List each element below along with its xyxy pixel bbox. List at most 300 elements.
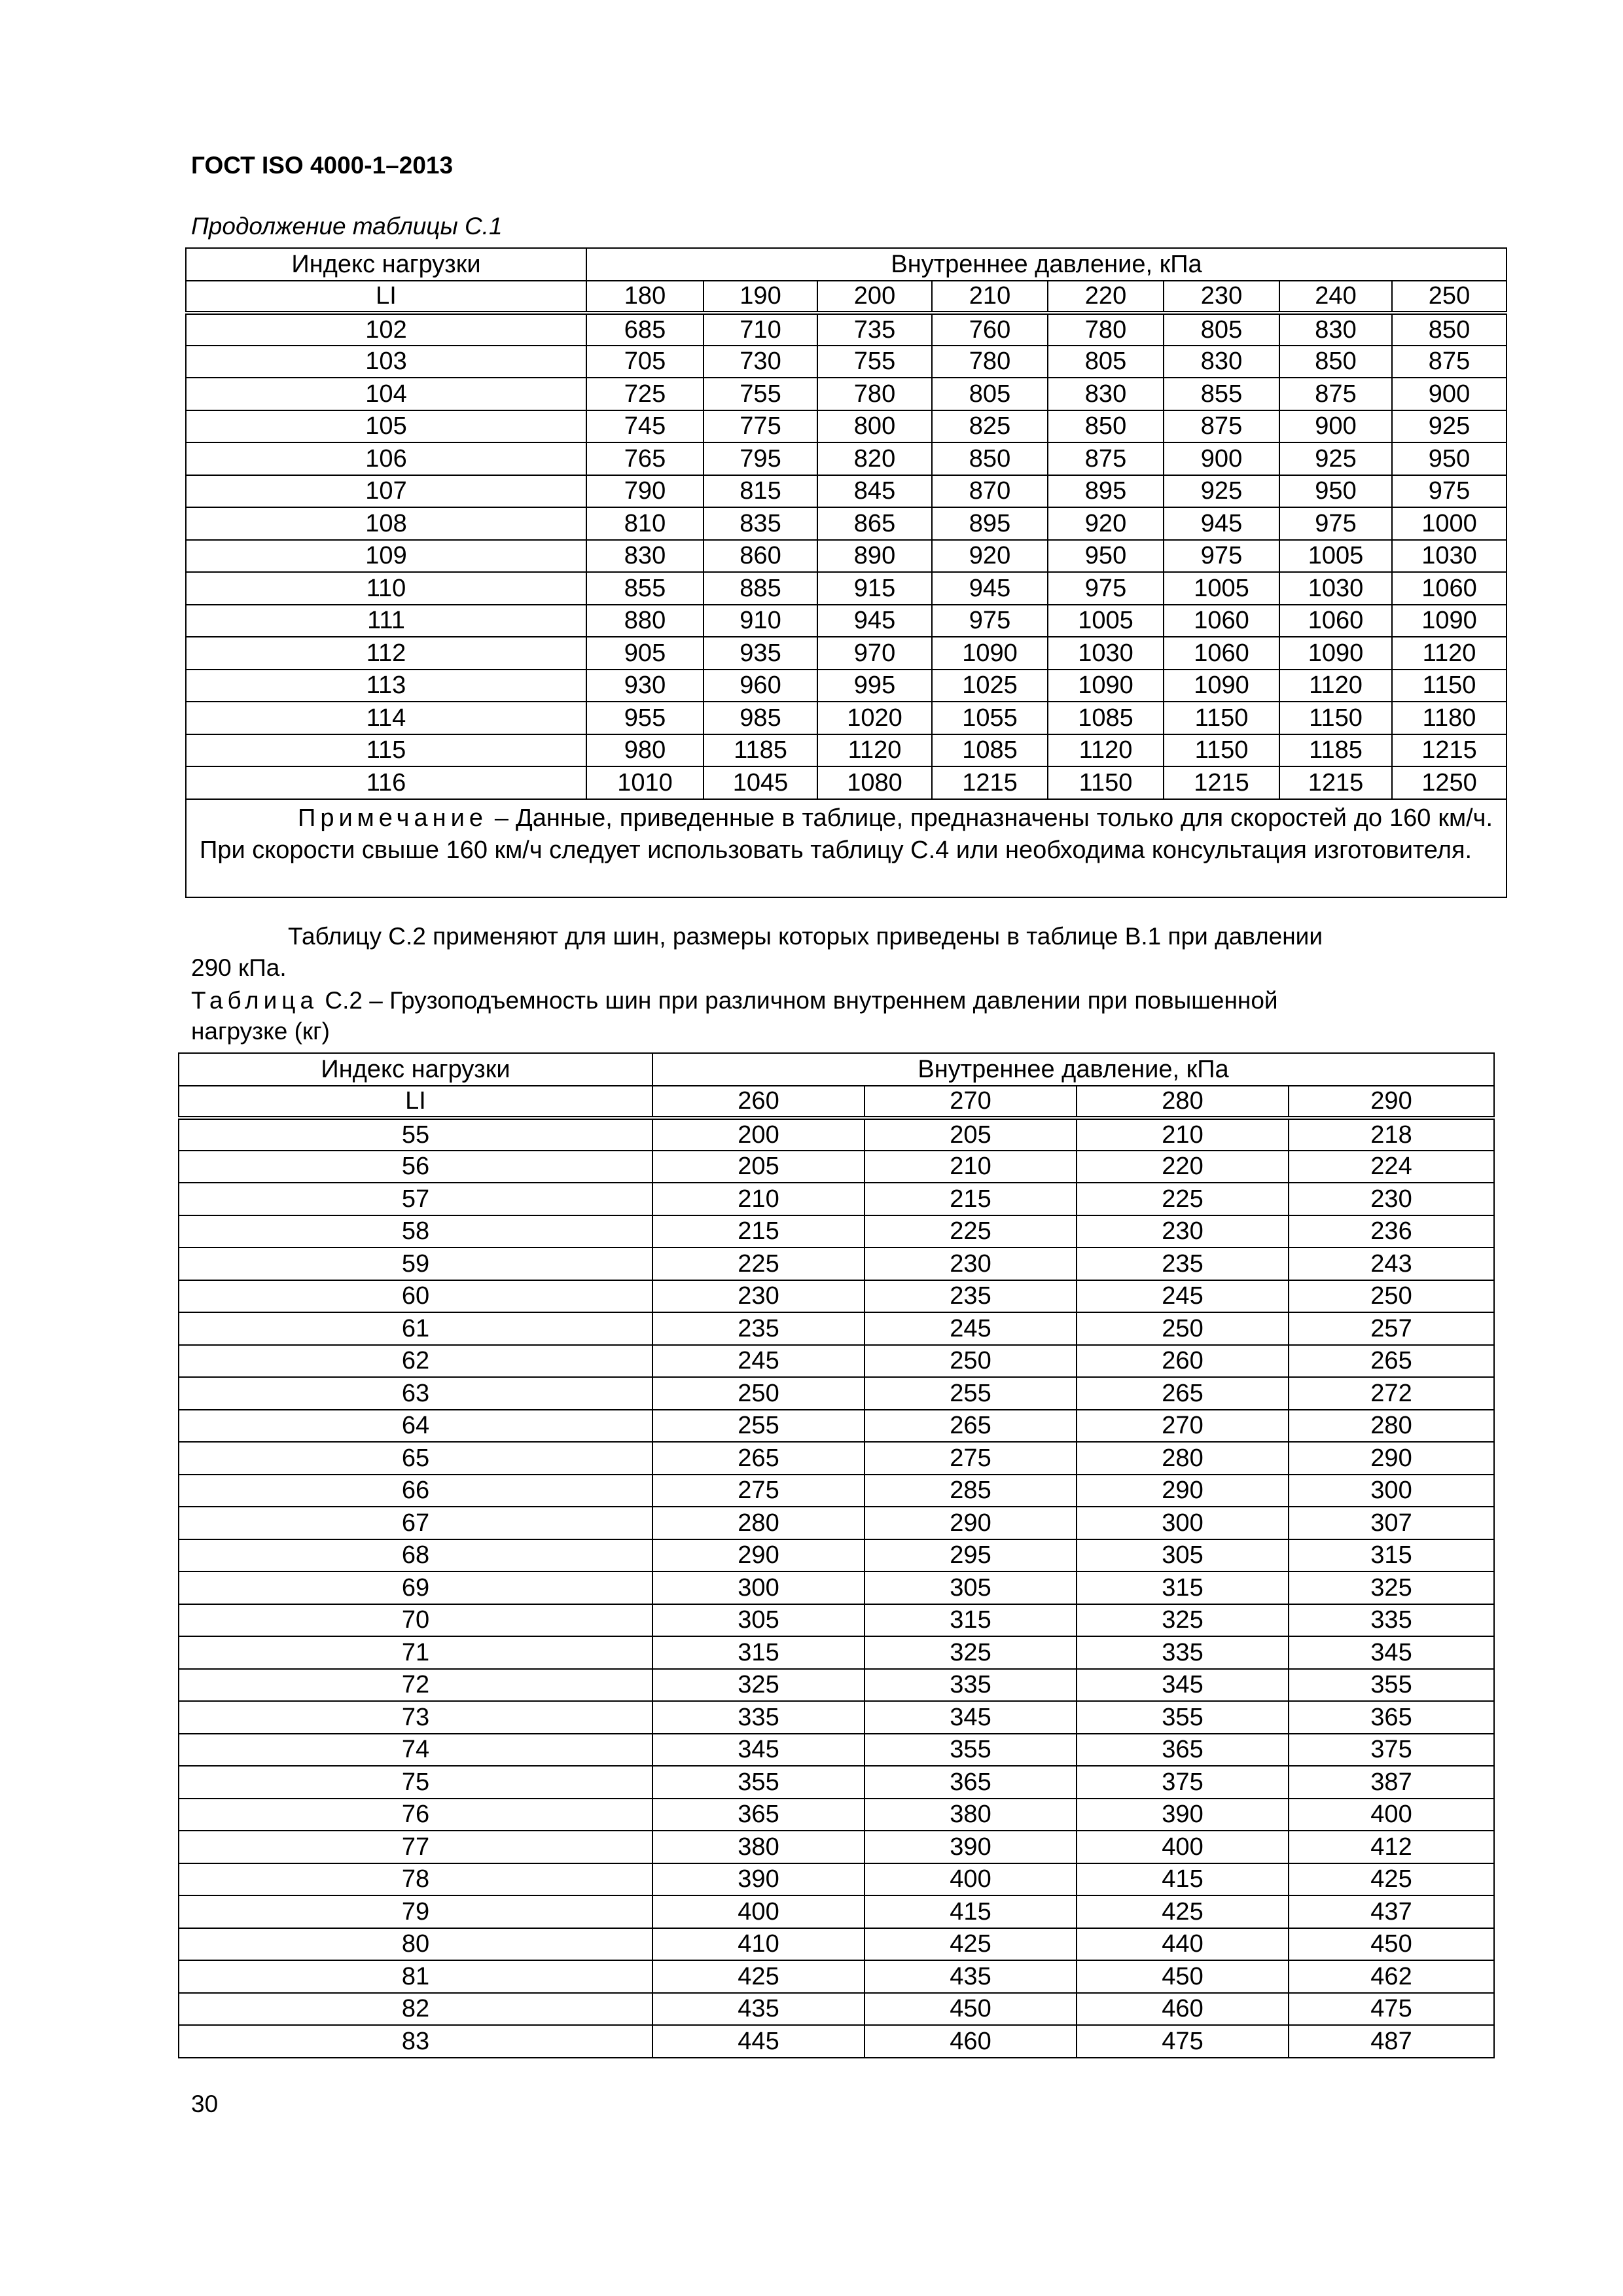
load-index-cell: 73	[179, 1701, 652, 1734]
load-capacity-cell: 425	[1077, 1895, 1289, 1928]
load-capacity-cell: 975	[1048, 572, 1164, 605]
table-row	[186, 410, 1507, 443]
load-capacity-cell: 345	[865, 1701, 1077, 1734]
load-capacity-cell: 1215	[1164, 766, 1279, 799]
load-capacity-cell: 850	[1048, 410, 1164, 443]
load-index-cell: 115	[186, 734, 586, 767]
load-capacity-cell: 730	[704, 346, 817, 378]
load-capacity-cell: 925	[1279, 442, 1392, 475]
table-row	[179, 1863, 1494, 1896]
load-capacity-cell: 210	[865, 1151, 1077, 1183]
load-capacity-cell: 307	[1289, 1507, 1494, 1539]
load-capacity-cell: 755	[704, 378, 817, 410]
load-capacity-cell: 305	[865, 1571, 1077, 1604]
table-row	[179, 1539, 1494, 1572]
load-capacity-cell: 950	[1279, 475, 1392, 508]
load-capacity-cell: 450	[1289, 1928, 1494, 1961]
load-capacity-cell: 920	[932, 540, 1048, 573]
load-capacity-cell: 875	[1392, 346, 1507, 378]
load-index-cell: 111	[186, 605, 586, 637]
load-capacity-cell: 365	[865, 1766, 1077, 1799]
load-capacity-cell: 1005	[1048, 605, 1164, 637]
table-row	[179, 1410, 1494, 1443]
load-capacity-cell: 1090	[932, 637, 1048, 670]
load-capacity-cell: 855	[1164, 378, 1279, 410]
load-capacity-cell: 850	[932, 442, 1048, 475]
load-capacity-cell: 365	[652, 1799, 865, 1831]
table-row	[179, 1475, 1494, 1507]
load-capacity-cell: 1120	[1279, 670, 1392, 702]
load-capacity-cell: 945	[817, 605, 932, 637]
table-c2-li-header: LI	[179, 1086, 652, 1119]
load-index-cell: 109	[186, 540, 586, 573]
load-index-cell: 69	[179, 1571, 652, 1604]
load-capacity-cell: 870	[932, 475, 1048, 508]
load-capacity-cell: 365	[1289, 1701, 1494, 1734]
load-capacity-cell: 1030	[1392, 540, 1507, 573]
load-capacity-cell: 960	[704, 670, 817, 702]
load-capacity-cell: 845	[817, 475, 932, 508]
load-capacity-cell: 487	[1289, 2025, 1494, 2058]
load-capacity-cell: 390	[865, 1831, 1077, 1863]
load-capacity-cell: 325	[652, 1669, 865, 1702]
load-index-cell: 106	[186, 442, 586, 475]
table-c1	[185, 247, 1507, 898]
load-capacity-cell: 1025	[932, 670, 1048, 702]
load-capacity-cell: 325	[865, 1636, 1077, 1669]
load-capacity-cell: 885	[704, 572, 817, 605]
load-capacity-cell: 230	[865, 1247, 1077, 1280]
load-capacity-cell: 450	[865, 1993, 1077, 2026]
load-capacity-cell: 1030	[1279, 572, 1392, 605]
load-capacity-cell: 975	[932, 605, 1048, 637]
load-capacity-cell: 257	[1289, 1312, 1494, 1345]
load-capacity-cell: 315	[1289, 1539, 1494, 1572]
load-index-cell: 64	[179, 1410, 652, 1443]
load-capacity-cell: 225	[865, 1215, 1077, 1248]
load-capacity-cell: 980	[586, 734, 704, 767]
load-capacity-cell: 400	[1289, 1799, 1494, 1831]
load-capacity-cell: 355	[1077, 1701, 1289, 1734]
load-capacity-cell: 775	[704, 410, 817, 443]
load-capacity-cell: 1005	[1279, 540, 1392, 573]
load-capacity-cell: 205	[865, 1118, 1077, 1151]
load-index-cell: 72	[179, 1669, 652, 1702]
table-row	[186, 605, 1507, 637]
load-capacity-cell: 245	[865, 1312, 1077, 1345]
load-index-cell: 104	[186, 378, 586, 410]
table-c2-pressure-header: Внутреннее давление, кПа	[652, 1053, 1494, 1086]
load-capacity-cell: 265	[652, 1442, 865, 1475]
load-capacity-cell: 275	[865, 1442, 1077, 1475]
pressure-header-cell: 210	[932, 281, 1048, 314]
load-capacity-cell: 805	[1164, 313, 1279, 346]
table-row	[179, 1895, 1494, 1928]
load-index-cell: 82	[179, 1993, 652, 2026]
load-index-cell: 112	[186, 637, 586, 670]
table-c2-title-label: Таблица	[191, 987, 319, 1014]
load-capacity-cell: 400	[1077, 1831, 1289, 1863]
load-capacity-cell: 300	[1289, 1475, 1494, 1507]
table-row	[179, 1507, 1494, 1539]
table-c2-intro-line: 290 кПа.	[191, 954, 287, 981]
table-row	[179, 1345, 1494, 1378]
load-capacity-cell: 875	[1279, 378, 1392, 410]
load-capacity-cell: 985	[704, 702, 817, 734]
load-index-cell: 56	[179, 1151, 652, 1183]
table-row	[179, 1571, 1494, 1604]
load-capacity-cell: 1250	[1392, 766, 1507, 799]
load-capacity-cell: 220	[1077, 1151, 1289, 1183]
load-capacity-cell: 1080	[817, 766, 932, 799]
table-row	[186, 637, 1507, 670]
load-capacity-cell: 250	[652, 1377, 865, 1410]
table-row	[179, 1993, 1494, 2026]
load-capacity-cell: 1215	[1279, 766, 1392, 799]
pressure-header-cell: 290	[1289, 1086, 1494, 1119]
load-capacity-cell: 218	[1289, 1118, 1494, 1151]
table-row	[186, 346, 1507, 378]
load-capacity-cell: 815	[704, 475, 817, 508]
load-index-cell: 110	[186, 572, 586, 605]
load-capacity-cell: 425	[865, 1928, 1077, 1961]
load-capacity-cell: 830	[1164, 346, 1279, 378]
load-capacity-cell: 315	[652, 1636, 865, 1669]
table-c1-li-header: LI	[186, 281, 586, 314]
pressure-header-cell: 280	[1077, 1086, 1289, 1119]
load-capacity-cell: 255	[865, 1377, 1077, 1410]
load-capacity-cell: 245	[1077, 1280, 1289, 1313]
load-capacity-cell: 735	[817, 313, 932, 346]
load-capacity-cell: 1185	[704, 734, 817, 767]
table-c2-title-continued: нагрузке (кг)	[191, 1018, 330, 1045]
load-capacity-cell: 280	[652, 1507, 865, 1539]
load-index-cell: 107	[186, 475, 586, 508]
load-capacity-cell: 945	[932, 572, 1048, 605]
table-row	[179, 1183, 1494, 1215]
load-capacity-cell: 975	[1164, 540, 1279, 573]
load-index-cell: 66	[179, 1475, 652, 1507]
load-capacity-cell: 224	[1289, 1151, 1494, 1183]
load-capacity-cell: 225	[652, 1247, 865, 1280]
load-capacity-cell: 290	[865, 1507, 1077, 1539]
load-capacity-cell: 760	[932, 313, 1048, 346]
load-capacity-cell: 230	[1289, 1183, 1494, 1215]
table-row	[179, 1799, 1494, 1831]
load-capacity-cell: 825	[932, 410, 1048, 443]
load-capacity-cell: 1010	[586, 766, 704, 799]
pressure-header-cell: 260	[652, 1086, 865, 1119]
load-capacity-cell: 290	[1077, 1475, 1289, 1507]
load-capacity-cell: 355	[1289, 1669, 1494, 1702]
load-index-cell: 67	[179, 1507, 652, 1539]
load-capacity-cell: 805	[1048, 346, 1164, 378]
load-index-cell: 61	[179, 1312, 652, 1345]
load-capacity-cell: 290	[652, 1539, 865, 1572]
table-row	[179, 1247, 1494, 1280]
load-capacity-cell: 265	[1077, 1377, 1289, 1410]
load-capacity-cell: 685	[586, 313, 704, 346]
pressure-header-cell: 270	[865, 1086, 1077, 1119]
load-capacity-cell: 780	[932, 346, 1048, 378]
load-index-cell: 83	[179, 2025, 652, 2058]
table-row	[186, 313, 1507, 346]
load-capacity-cell: 795	[704, 442, 817, 475]
load-capacity-cell: 880	[586, 605, 704, 637]
load-capacity-cell: 260	[1077, 1345, 1289, 1378]
pressure-header-cell: 240	[1279, 281, 1392, 314]
load-capacity-cell: 235	[865, 1280, 1077, 1313]
load-capacity-cell: 315	[1077, 1571, 1289, 1604]
load-capacity-cell: 335	[1289, 1604, 1494, 1637]
table-row	[179, 1831, 1494, 1863]
load-capacity-cell: 950	[1048, 540, 1164, 573]
table-c2-index-header: Индекс нагрузки	[179, 1053, 652, 1086]
note-label: Примечание	[298, 804, 488, 832]
load-capacity-cell: 255	[652, 1410, 865, 1443]
load-capacity-cell: 250	[1077, 1312, 1289, 1345]
table-c1-index-header: Индекс нагрузки	[186, 248, 586, 281]
load-capacity-cell: 1085	[1048, 702, 1164, 734]
load-capacity-cell: 900	[1392, 378, 1507, 410]
load-capacity-cell: 210	[1077, 1118, 1289, 1151]
load-capacity-cell: 1060	[1279, 605, 1392, 637]
load-capacity-cell: 810	[586, 507, 704, 540]
load-capacity-cell: 1120	[1048, 734, 1164, 767]
load-capacity-cell: 1090	[1392, 605, 1507, 637]
table-row	[186, 766, 1507, 799]
load-capacity-cell: 855	[586, 572, 704, 605]
table-row	[179, 1669, 1494, 1702]
table-row	[179, 1377, 1494, 1410]
load-capacity-cell: 415	[1077, 1863, 1289, 1896]
load-capacity-cell: 265	[865, 1410, 1077, 1443]
table-row	[186, 507, 1507, 540]
table-row	[179, 1701, 1494, 1734]
load-capacity-cell: 865	[817, 507, 932, 540]
load-capacity-cell: 250	[1289, 1280, 1494, 1313]
load-capacity-cell: 780	[817, 378, 932, 410]
load-capacity-cell: 475	[1077, 2025, 1289, 2058]
load-index-cell: 78	[179, 1863, 652, 1896]
load-capacity-cell: 890	[817, 540, 932, 573]
table-c1-pressure-header: Внутреннее давление, кПа	[586, 248, 1507, 281]
load-capacity-cell: 345	[1077, 1669, 1289, 1702]
table-note	[186, 799, 1507, 897]
load-capacity-cell: 410	[652, 1928, 865, 1961]
load-capacity-cell: 355	[652, 1766, 865, 1799]
load-capacity-cell: 390	[1077, 1799, 1289, 1831]
note-text: – Данные, приведенные в таблице, предназначены только для скоростей до 160 км/ч. При скорости свыше 160 км/ч следует использовать таблицу С.4 или необходима консультация изготовителя.	[200, 804, 1493, 864]
load-capacity-cell: 243	[1289, 1247, 1494, 1280]
load-capacity-cell: 1185	[1279, 734, 1392, 767]
load-capacity-cell: 437	[1289, 1895, 1494, 1928]
table-c1-caption: Продолжение таблицы С.1	[191, 213, 503, 240]
load-capacity-cell: 1120	[1392, 637, 1507, 670]
table-row	[179, 1215, 1494, 1248]
load-capacity-cell: 387	[1289, 1766, 1494, 1799]
table-row	[186, 475, 1507, 508]
load-capacity-cell: 375	[1289, 1734, 1494, 1767]
load-capacity-cell: 250	[865, 1345, 1077, 1378]
load-capacity-cell: 995	[817, 670, 932, 702]
load-capacity-cell: 365	[1077, 1734, 1289, 1767]
load-index-cell: 62	[179, 1345, 652, 1378]
load-capacity-cell: 245	[652, 1345, 865, 1378]
load-capacity-cell: 1180	[1392, 702, 1507, 734]
load-capacity-cell: 935	[704, 637, 817, 670]
load-index-cell: 103	[186, 346, 586, 378]
table-row	[179, 1960, 1494, 1993]
load-capacity-cell: 215	[652, 1215, 865, 1248]
load-capacity-cell: 920	[1048, 507, 1164, 540]
load-index-cell: 75	[179, 1766, 652, 1799]
table-row	[179, 1636, 1494, 1669]
pressure-header-cell: 190	[704, 281, 817, 314]
table-row	[179, 1312, 1494, 1345]
pressure-header-cell: 250	[1392, 281, 1507, 314]
load-capacity-cell: 285	[865, 1475, 1077, 1507]
table-row	[186, 572, 1507, 605]
document-header: ГОСТ ISO 4000-1–2013	[191, 152, 454, 179]
load-capacity-cell: 270	[1077, 1410, 1289, 1443]
load-capacity-cell: 400	[652, 1895, 865, 1928]
load-index-cell: 57	[179, 1183, 652, 1215]
load-index-cell: 79	[179, 1895, 652, 1928]
load-capacity-cell: 850	[1279, 346, 1392, 378]
load-capacity-cell: 975	[1279, 507, 1392, 540]
load-capacity-cell: 280	[1077, 1442, 1289, 1475]
table-c2-title	[191, 987, 1278, 1014]
load-capacity-cell: 970	[817, 637, 932, 670]
load-capacity-cell: 1045	[704, 766, 817, 799]
load-capacity-cell: 305	[1077, 1539, 1289, 1572]
load-capacity-cell: 945	[1164, 507, 1279, 540]
load-capacity-cell: 325	[1077, 1604, 1289, 1637]
pressure-header-cell: 200	[817, 281, 932, 314]
load-capacity-cell: 850	[1392, 313, 1507, 346]
pressure-header-cell: 230	[1164, 281, 1279, 314]
load-capacity-cell: 1060	[1392, 572, 1507, 605]
load-capacity-cell: 400	[865, 1863, 1077, 1896]
load-capacity-cell: 435	[865, 1960, 1077, 1993]
load-capacity-cell: 236	[1289, 1215, 1494, 1248]
load-capacity-cell: 460	[1077, 1993, 1289, 2026]
load-capacity-cell: 345	[652, 1734, 865, 1767]
load-capacity-cell: 335	[865, 1669, 1077, 1702]
load-capacity-cell: 290	[1289, 1442, 1494, 1475]
load-index-cell: 68	[179, 1539, 652, 1572]
load-capacity-cell: 380	[865, 1799, 1077, 1831]
load-index-cell: 113	[186, 670, 586, 702]
load-capacity-cell: 1150	[1279, 702, 1392, 734]
load-capacity-cell: 460	[865, 2025, 1077, 2058]
load-capacity-cell: 860	[704, 540, 817, 573]
load-index-cell: 65	[179, 1442, 652, 1475]
load-capacity-cell: 800	[817, 410, 932, 443]
load-index-cell: 63	[179, 1377, 652, 1410]
load-index-cell: 80	[179, 1928, 652, 1961]
load-capacity-cell: 1000	[1392, 507, 1507, 540]
load-index-cell: 105	[186, 410, 586, 443]
table-row	[186, 442, 1507, 475]
load-index-cell: 60	[179, 1280, 652, 1313]
load-capacity-cell: 910	[704, 605, 817, 637]
load-capacity-cell: 205	[652, 1151, 865, 1183]
load-capacity-cell: 1150	[1048, 766, 1164, 799]
load-index-cell: 108	[186, 507, 586, 540]
load-index-cell: 74	[179, 1734, 652, 1767]
load-capacity-cell: 835	[704, 507, 817, 540]
load-capacity-cell: 1030	[1048, 637, 1164, 670]
load-capacity-cell: 462	[1289, 1960, 1494, 1993]
pressure-header-cell: 220	[1048, 281, 1164, 314]
load-index-cell: 76	[179, 1799, 652, 1831]
table-row	[179, 1766, 1494, 1799]
load-capacity-cell: 975	[1392, 475, 1507, 508]
load-capacity-cell: 1150	[1392, 670, 1507, 702]
load-index-cell: 59	[179, 1247, 652, 1280]
table-c2-intro-line: Таблицу С.2 применяют для шин, размеры которых приведены в таблице В.1 при давлении	[288, 923, 1323, 950]
load-capacity-cell: 450	[1077, 1960, 1289, 1993]
load-capacity-cell: 200	[652, 1118, 865, 1151]
load-capacity-cell: 300	[652, 1571, 865, 1604]
load-capacity-cell: 790	[586, 475, 704, 508]
load-capacity-cell: 1215	[1392, 734, 1507, 767]
load-capacity-cell: 955	[586, 702, 704, 734]
load-capacity-cell: 415	[865, 1895, 1077, 1928]
load-capacity-cell: 315	[865, 1604, 1077, 1637]
load-capacity-cell: 305	[652, 1604, 865, 1637]
load-capacity-cell: 725	[586, 378, 704, 410]
load-capacity-cell: 235	[1077, 1247, 1289, 1280]
load-capacity-cell: 275	[652, 1475, 865, 1507]
load-capacity-cell: 875	[1164, 410, 1279, 443]
load-capacity-cell: 272	[1289, 1377, 1494, 1410]
load-capacity-cell: 425	[652, 1960, 865, 1993]
load-capacity-cell: 445	[652, 2025, 865, 2058]
table-row	[179, 1118, 1494, 1151]
load-capacity-cell: 425	[1289, 1863, 1494, 1896]
load-index-cell: 71	[179, 1636, 652, 1669]
load-capacity-cell: 1150	[1164, 734, 1279, 767]
load-capacity-cell: 265	[1289, 1345, 1494, 1378]
load-capacity-cell: 1120	[817, 734, 932, 767]
load-capacity-cell: 705	[586, 346, 704, 378]
load-capacity-cell: 875	[1048, 442, 1164, 475]
load-capacity-cell: 950	[1392, 442, 1507, 475]
load-capacity-cell: 210	[652, 1183, 865, 1215]
load-capacity-cell: 1090	[1164, 670, 1279, 702]
load-capacity-cell: 930	[586, 670, 704, 702]
load-index-cell: 114	[186, 702, 586, 734]
load-capacity-cell: 1005	[1164, 572, 1279, 605]
table-c2	[178, 1052, 1495, 2058]
table-row	[186, 540, 1507, 573]
table-row	[186, 734, 1507, 767]
pressure-header-cell: 180	[586, 281, 704, 314]
load-capacity-cell: 435	[652, 1993, 865, 2026]
load-capacity-cell: 475	[1289, 1993, 1494, 2026]
load-capacity-cell: 1215	[932, 766, 1048, 799]
load-capacity-cell: 830	[1048, 378, 1164, 410]
load-capacity-cell: 895	[932, 507, 1048, 540]
load-capacity-cell: 805	[932, 378, 1048, 410]
load-capacity-cell: 755	[817, 346, 932, 378]
table-row	[179, 1734, 1494, 1767]
load-capacity-cell: 412	[1289, 1831, 1494, 1863]
load-capacity-cell: 1090	[1279, 637, 1392, 670]
